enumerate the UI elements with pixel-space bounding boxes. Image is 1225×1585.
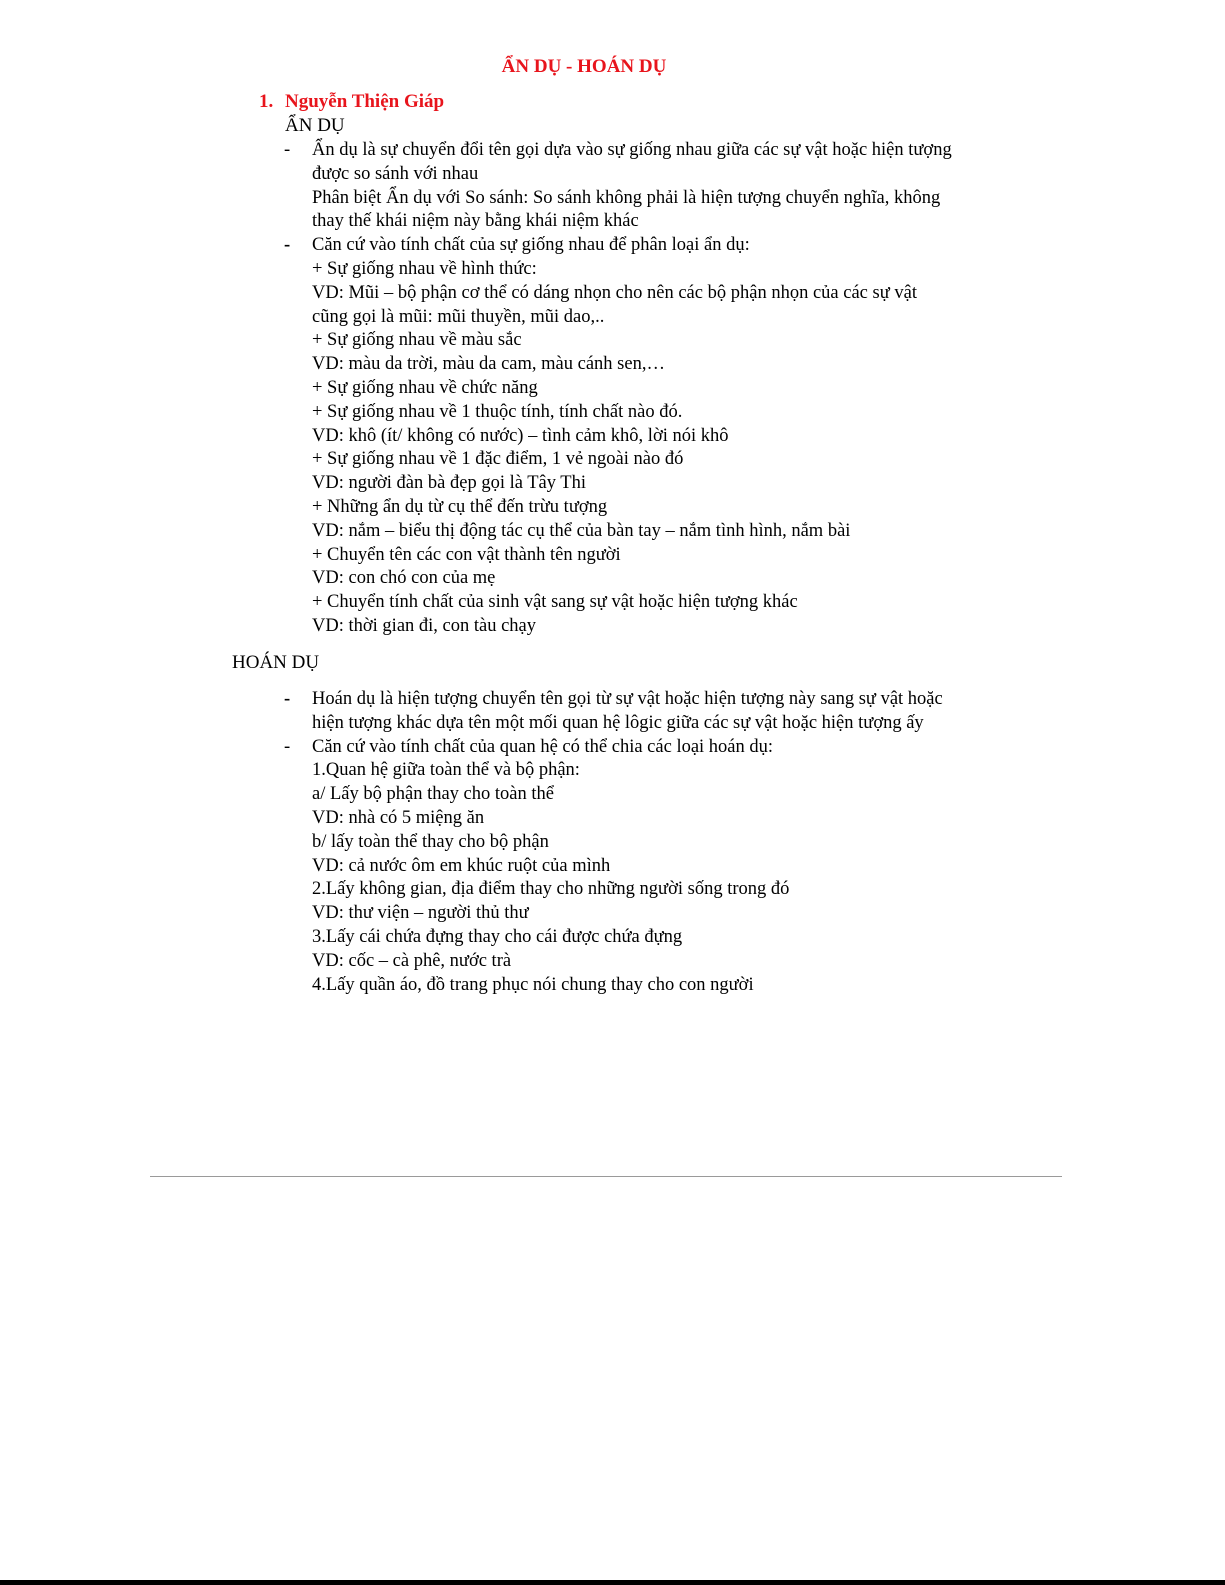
list-line: 2.Lấy không gian, địa điểm thay cho những người sống trong đó <box>312 879 790 900</box>
list-marker: - <box>284 235 291 256</box>
list-marker: - <box>284 140 291 160</box>
list-line: VD: nhà có 5 miệng ăn <box>312 807 485 828</box>
page-divider <box>150 1176 1062 1177</box>
document-title: ẨN DỤ - HOÁN DỤ <box>501 56 667 77</box>
list-line: Căn cứ vào tính chất của quan hệ có thể chia các loại hoán dụ: <box>312 736 774 757</box>
list-line: + Sự giống nhau về 1 thuộc tính, tính chất nào đó. <box>312 401 683 422</box>
list-item <box>284 234 984 639</box>
list-line: Căn cứ vào tính chất của sự giống nhau để phân loại ẩn dụ: <box>312 235 750 256</box>
list-line: VD: khô (ít/ không có nước) – tình cảm khô, lời nói khô <box>312 425 729 446</box>
list-marker: - <box>284 736 291 757</box>
list-item <box>284 688 984 736</box>
list-line: VD: cả nước ôm em khúc ruột của mình <box>312 855 611 876</box>
hoan-du-list <box>284 688 984 997</box>
list-line: a/ Lấy bộ phận thay cho toàn thể <box>312 784 554 805</box>
list-line: hiện tượng khác dựa tên một mối quan hệ lôgic giữa các sự vật hoặc hiện tượng ấy <box>312 712 924 733</box>
list-line: VD: người đàn bà đẹp gọi là Tây Thi <box>312 473 586 494</box>
section-heading <box>259 90 444 114</box>
list-line: 3.Lấy cái chứa đựng thay cho cái được chứa đựng <box>312 926 683 947</box>
list-line: được so sánh với nhau <box>312 163 479 184</box>
list-line: + Những ẩn dụ từ cụ thể đến trừu tượng <box>312 496 608 517</box>
list-line: + Sự giống nhau về 1 đặc điểm, 1 vẻ ngoài nào đó <box>312 449 684 470</box>
heading-number: 1. <box>259 91 274 112</box>
list-line: Hoán dụ là hiện tượng chuyển tên gọi từ sự vật hoặc hiện tượng này sang sự vật hoặc <box>312 689 943 709</box>
list-line: cũng gọi là mũi: mũi thuyền, mũi dao,.. <box>312 306 605 327</box>
list-line: + Sự giống nhau về chức năng <box>312 377 538 398</box>
list-line: VD: thư viện – người thủ thư <box>312 903 529 924</box>
list-line: VD: cốc – cà phê, nước trà <box>312 950 512 971</box>
list-line: + Chuyển tính chất của sinh vật sang sự vật hoặc hiện tượng khác <box>312 592 798 613</box>
list-line: VD: con chó con của mẹ <box>312 568 496 589</box>
list-line: VD: Mũi – bộ phận cơ thể có dáng nhọn cho nên các bộ phận nhọn của các sự vật <box>312 282 917 303</box>
list-item <box>284 139 984 234</box>
list-line: b/ lấy toàn thể thay cho bộ phận <box>312 831 549 852</box>
list-line: + Sự giống nhau về hình thức: <box>312 258 537 279</box>
an-du-list <box>284 139 984 639</box>
list-line: Phân biệt Ẩn dụ với So sánh: So sánh không phải là hiện tượng chuyển nghĩa, không <box>312 187 941 208</box>
bottom-edge-bar <box>0 1580 1225 1585</box>
list-line: thay thế khái niệm này bằng khái niệm khác <box>312 211 639 232</box>
heading-text: Nguyễn Thiện Giáp <box>285 91 445 112</box>
list-line: VD: nắm – biểu thị động tác cụ thể của bàn tay – nắm tình hình, nắm bài <box>312 520 851 541</box>
list-line: 4.Lấy quần áo, đồ trang phục nói chung thay cho con người <box>312 974 754 995</box>
list-marker: - <box>284 689 291 709</box>
list-line: + Sự giống nhau về màu sắc <box>312 330 522 351</box>
list-line: 1.Quan hệ giữa toàn thể và bộ phận: <box>312 760 580 781</box>
list-line: VD: màu da trời, màu da cam, màu cánh sen,… <box>312 354 665 375</box>
an-du-label: ẨN DỤ <box>285 115 345 136</box>
list-item <box>284 736 984 998</box>
hoan-du-label: HOÁN DỤ <box>232 652 320 673</box>
list-line: + Chuyển tên các con vật thành tên người <box>312 544 621 565</box>
list-line: Ẩn dụ là sự chuyển đổi tên gọi dựa vào sự giống nhau giữa các sự vật hoặc hiện tượng <box>312 140 952 160</box>
list-line: VD: thời gian đi, con tàu chạy <box>312 615 537 636</box>
